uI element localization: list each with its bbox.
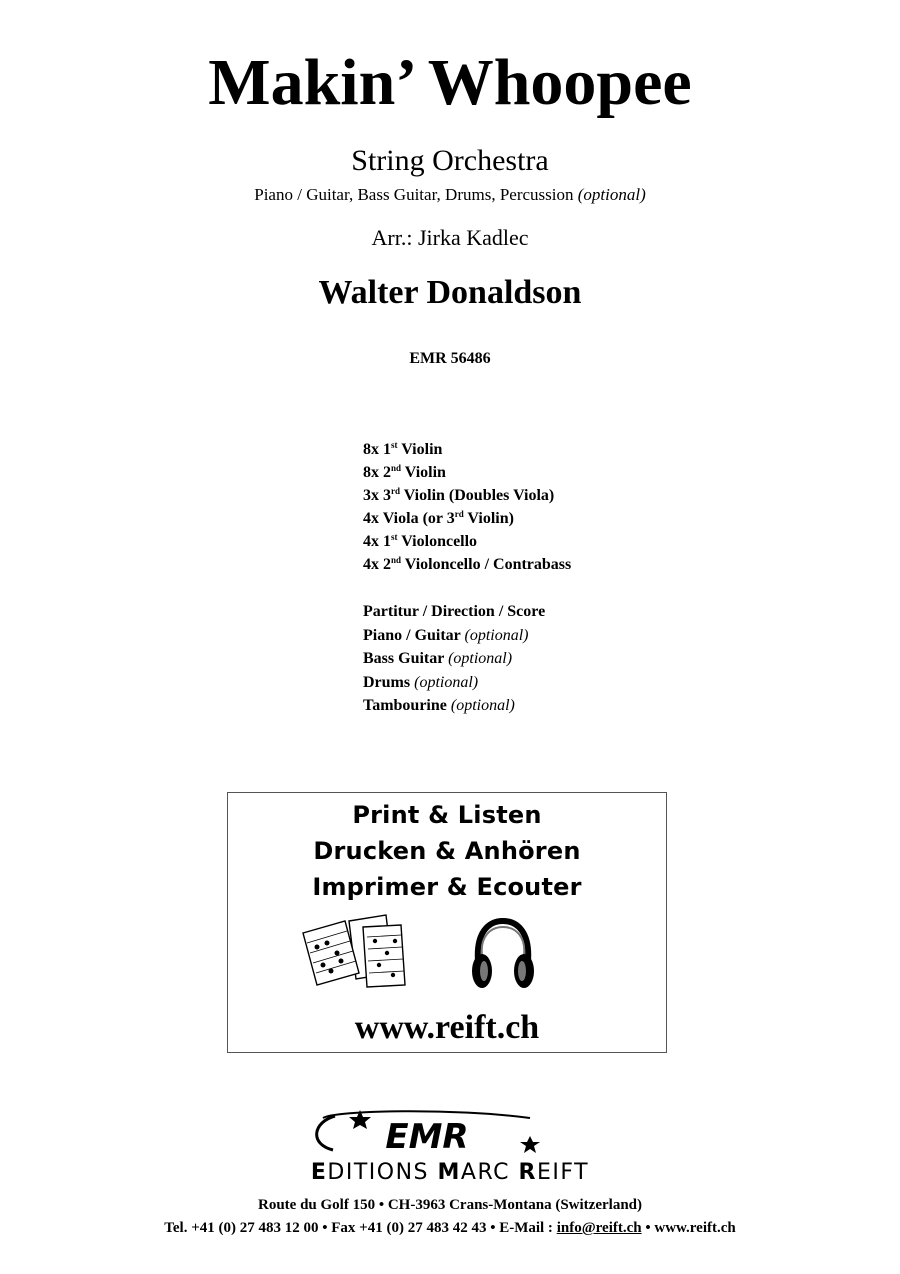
print-listen-box xyxy=(227,792,667,1053)
list-item: Tambourine (optional) xyxy=(363,697,515,714)
ensemble-subtitle: String Orchestra xyxy=(351,144,549,177)
promo-line-french: Imprimer & Ecouter xyxy=(312,873,582,901)
instrumentation-line xyxy=(0,186,900,203)
list-item: 8x 2nd Violin xyxy=(363,463,446,481)
publisher-name: EDITIONS MARC REIFT xyxy=(310,1160,590,1185)
list-item: 8x 1st Violin xyxy=(363,440,443,458)
list-item: 4x 2nd Violoncello / Contrabass xyxy=(363,555,572,573)
publisher-address: Route du Golf 150 • CH-3963 Crans-Montana (Switzerland) xyxy=(258,1197,642,1213)
headphones-icon xyxy=(468,915,538,993)
svg-text:EMR: EMR xyxy=(385,1117,469,1157)
arranger-credit: Arr.: Jirka Kadlec xyxy=(371,225,529,250)
emr-logo xyxy=(305,1108,550,1158)
list-item: 4x 1st Violoncello xyxy=(363,532,478,550)
other-parts-list xyxy=(363,600,545,718)
list-item: 3x 3rd Violin (Doubles Viola) xyxy=(363,486,555,504)
list-item: Partitur / Direction / Score xyxy=(363,603,546,620)
list-item: 4x Viola (or 3rd Violin) xyxy=(363,509,514,527)
list-item: Piano / Guitar (optional) xyxy=(363,626,529,644)
sheet-music-icon xyxy=(301,913,411,993)
list-item: Bass Guitar (optional) xyxy=(363,650,513,667)
string-parts-list xyxy=(363,438,571,576)
email-link[interactable]: info@reift.ch xyxy=(556,1220,642,1236)
instrumentation-text: Piano / Guitar, Bass Guitar, Drums, Percussion xyxy=(254,185,574,204)
publisher-contact: Tel. +41 (0) 27 483 12 00 • Fax +41 (0) 27 483 42 43 • E-Mail : info@reift.ch • www.reift.ch xyxy=(164,1220,736,1236)
promo-line-german: Drucken & Anhören xyxy=(313,837,581,865)
list-item: Drums (optional) xyxy=(363,673,479,691)
page-title: Makin’ Whoopee xyxy=(208,46,692,119)
promo-url: www.reift.ch xyxy=(354,1009,540,1046)
catalog-number: EMR 56486 xyxy=(409,350,491,367)
composer-name: Walter Donaldson xyxy=(318,274,582,311)
instrumentation-optional: (optional) xyxy=(577,185,646,204)
promo-line-english: Print & Listen xyxy=(352,801,542,829)
